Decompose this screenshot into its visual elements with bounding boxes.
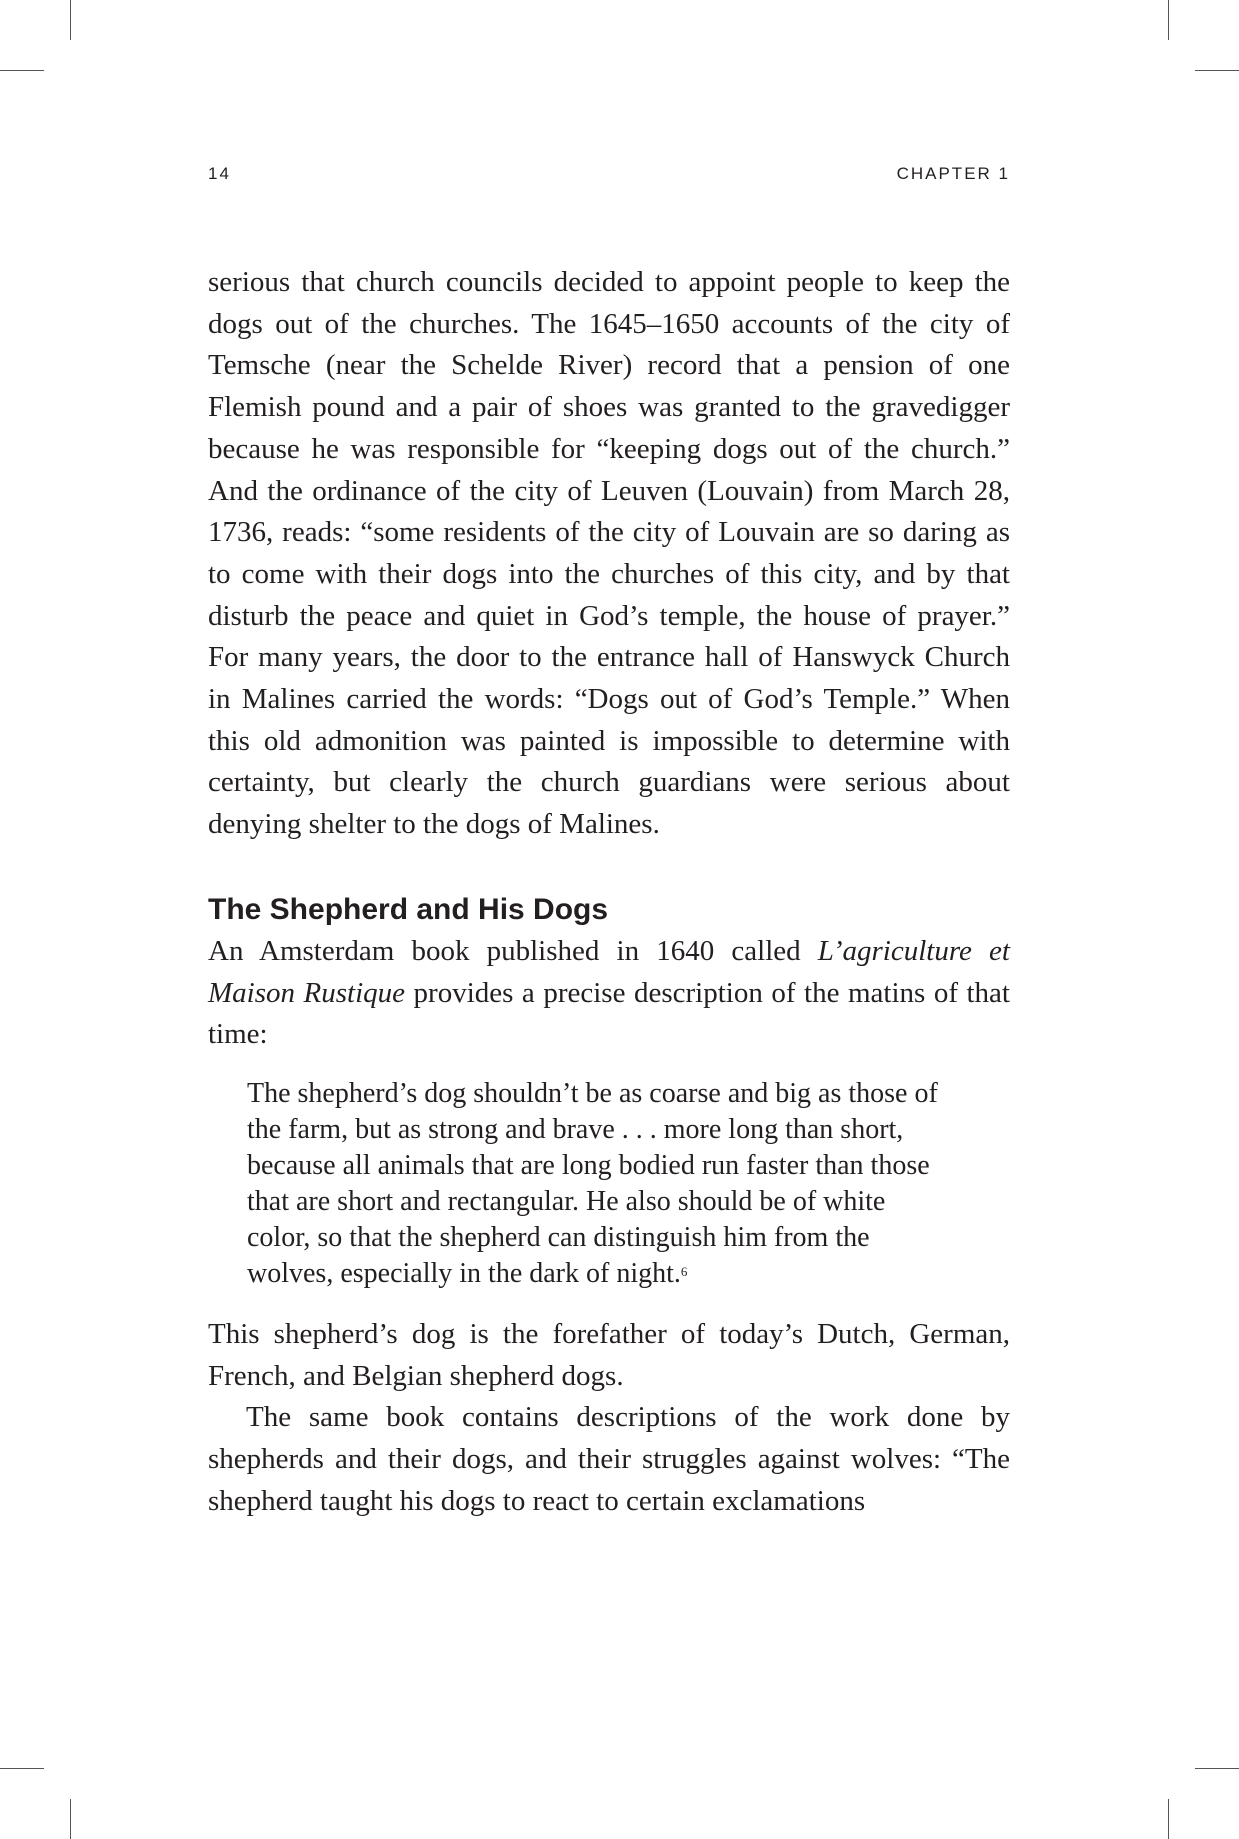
crop-mark-top-right: [1168, 0, 1169, 40]
crop-mark-bottom-right-h: [1195, 1768, 1239, 1769]
quote-line: [247, 1256, 1010, 1292]
paragraph-intro: [208, 931, 1010, 1056]
book-title: L’agriculture et Maison Rustique: [208, 934, 1010, 1009]
paragraph: This shepherd’s dog is the forefather of today’s Dutch, German, French, and Belgian shepherd dogs.: [208, 1317, 1010, 1392]
page-number: 14: [208, 164, 231, 183]
crop-mark-bottom-left: [70, 1799, 71, 1839]
paragraph-intro-pre: An Amsterdam book published in 1640 called: [208, 934, 818, 967]
block-quote: [247, 1076, 1010, 1292]
crop-mark-top-right-h: [1195, 70, 1239, 71]
body-text: [208, 262, 1010, 1522]
quote-line: that are short and rectangular. He also should be of white: [247, 1185, 886, 1217]
crop-mark-bottom-right: [1168, 1799, 1169, 1839]
crop-mark-top-left: [70, 0, 71, 40]
quote-line: The shepherd’s dog shouldn’t be as coarse and big as those of: [247, 1077, 938, 1109]
paragraph: The same book contains descriptions of the work done by shepherds and their dogs, and their struggles against wolves: “The shepherd taught his dogs to react to certain exclamations: [208, 1401, 1010, 1517]
quote-line-text: wolves, especially in the dark of night.: [247, 1257, 681, 1289]
chapter-label: CHAPTER 1: [896, 164, 1010, 183]
section-heading: The Shepherd and His Dogs: [208, 892, 609, 926]
quote-line: color, so that the shepherd can distinguish him from the: [247, 1221, 870, 1253]
quote-line: because all animals that are long bodied run faster than those: [247, 1149, 930, 1181]
paragraph-intro-post: provides a precise description of the matins of that time:: [208, 976, 1010, 1051]
footnote-marker[interactable]: 6: [680, 1263, 688, 1279]
quote-line: the farm, but as strong and brave . . . more long than short,: [247, 1113, 904, 1145]
paragraph-continued: serious that church councils decided to appoint people to keep the dogs out of the churches. The 1645–1650 accounts of the city of Temsche (near the Schelde River) record that a pension of one Flemish pound and a pair of shoes was granted to the gravedigger because he was responsible for “keeping dogs out of the church.” And the ordinance of the city of Leuven (Louvain) from March 28, 1736, reads: “some residents of the city of Louvain are so daring as to come with their dogs into the churches of this city, and by that disturb the peace and quiet in God’s temple, the house of prayer.” For many years, the door to the entrance hall of Hanswyck Church in Malines carried the words: “Dogs out of God’s Temple.” When this old admonition was painted is impossible to determine with certainty, but clearly the church guardians were serious about denying shelter to the dogs of Malines.: [208, 266, 1010, 841]
running-head: [208, 164, 1010, 186]
crop-mark-bottom-left-h: [0, 1768, 44, 1769]
crop-mark-top-left-h: [0, 70, 44, 71]
